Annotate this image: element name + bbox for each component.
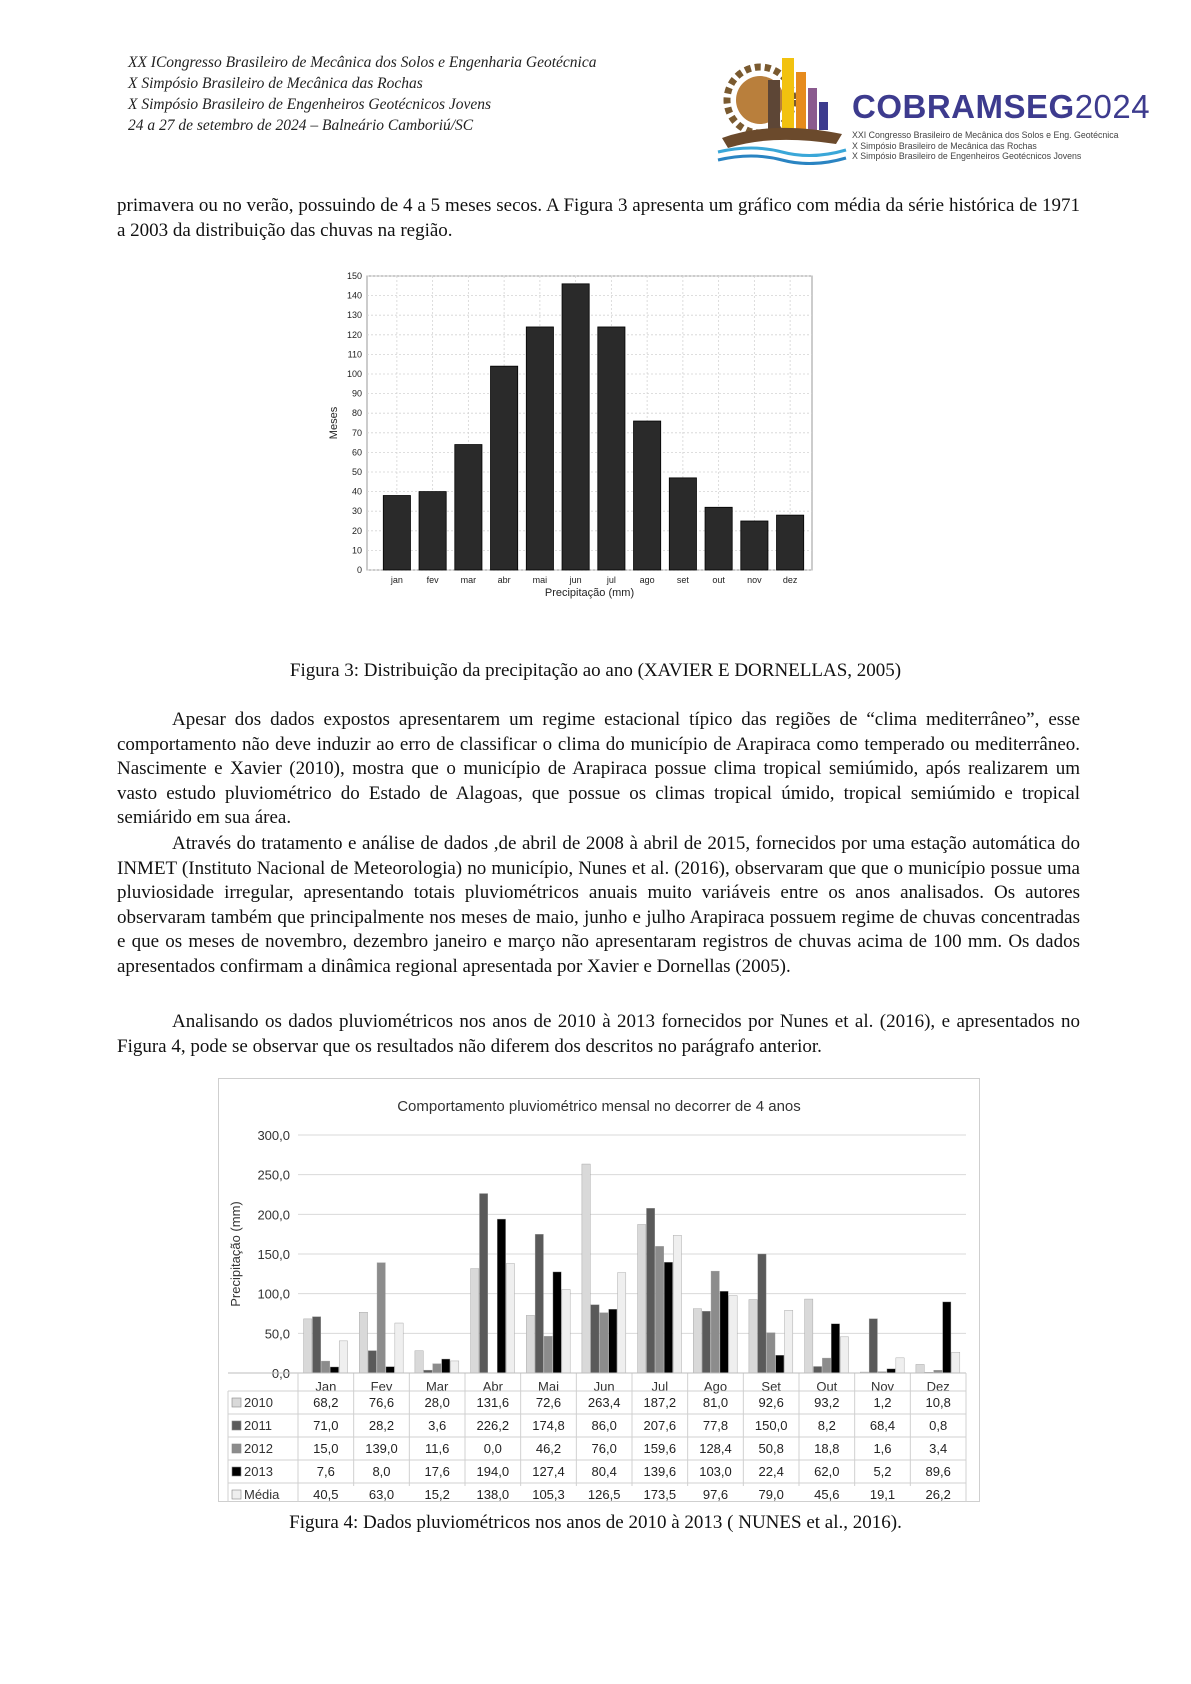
- table-cell: 81,0: [702, 1395, 729, 1410]
- chart-title: Comportamento pluviométrico mensal no decorrer de 4 anos: [397, 1098, 801, 1115]
- y-axis-label: Precipitação (mm): [228, 1201, 243, 1307]
- table-cell: 1,6: [873, 1441, 892, 1456]
- x-tick-label: Jun: [593, 1379, 615, 1394]
- y-tick-label: 150,0: [257, 1247, 290, 1262]
- table-cell: 194,0: [476, 1464, 510, 1479]
- table-cell: 10,8: [925, 1395, 951, 1410]
- bar-Out-2012: [822, 1358, 830, 1373]
- x-tick-label: jul: [606, 575, 616, 585]
- table-cell: 1,2: [873, 1395, 892, 1410]
- x-tick-label: abr: [497, 575, 511, 585]
- x-tick-label: Abr: [482, 1379, 503, 1394]
- bar-Mar-2012: [433, 1364, 441, 1373]
- y-tick-label: 250,0: [257, 1167, 290, 1183]
- table-cell: 40,5: [313, 1487, 339, 1502]
- bar-Ago-2012: [711, 1271, 719, 1373]
- bar-Jun-Média: [618, 1273, 626, 1373]
- legend-swatch: [232, 1398, 241, 1407]
- bar-Abr-2013: [497, 1219, 505, 1373]
- bar-Jul-Média: [673, 1235, 681, 1373]
- table-cell: 7,6: [316, 1464, 335, 1479]
- bar-Ago-2013: [720, 1291, 728, 1373]
- figure-4-bar-chart: [218, 1078, 980, 1502]
- bar-Abr-Média: [506, 1264, 514, 1373]
- table-cell: 128,4: [699, 1441, 732, 1456]
- y-tick-label: 50: [351, 467, 362, 477]
- figure-3-caption: Figura 3: Distribuição da precipitação ao ano (XAVIER E DORNELLAS, 2005): [289, 660, 902, 681]
- x-tick-label: dez: [782, 575, 798, 585]
- bar-jun: [562, 284, 589, 570]
- table-cell: 28,0: [424, 1395, 450, 1410]
- table-cell: 28,2: [368, 1418, 395, 1433]
- bar-Mai-2010: [526, 1315, 534, 1373]
- x-tick-label: Jul: [651, 1379, 669, 1394]
- paragraph: Apesar dos dados expostos apresentarem um regime estacional típico das regiões de “clima mediterrâneo”, esse comportamento não deve induzir ao erro de classificar o clima do município de Arapiraca como temperado ou mediterrâneo. Nascimente e Xavier (2010), mostra que o município de Arapiraca possue clima tropical semiúmido, após realizarem um vasto estudo pluviométrico do Estado de Alagoas, que possue os climas tropical úmido, tropical semiúmido e tropical semiárido em sua área.: [117, 709, 1080, 829]
- bar-Mar-Média: [451, 1361, 459, 1373]
- table-cell: 79,0: [758, 1487, 784, 1502]
- x-tick-label: Ago: [703, 1379, 728, 1394]
- bar-nov: [741, 521, 768, 570]
- table-cell: 62,0: [814, 1464, 840, 1479]
- y-tick-label: 150: [346, 271, 362, 281]
- x-tick-label: Nov: [870, 1379, 895, 1394]
- table-cell: 0,8: [929, 1418, 948, 1433]
- x-tick-label: Set: [761, 1379, 781, 1394]
- chart-frame: [219, 1079, 980, 1502]
- bar-Mai-2012: [544, 1336, 552, 1373]
- bar-Mar-2010: [415, 1351, 423, 1373]
- table-cell: 71,0: [313, 1418, 339, 1433]
- bar-Fev-2013: [386, 1367, 394, 1373]
- y-tick-label: 140: [346, 290, 362, 301]
- bar-Mai-2011: [535, 1234, 543, 1373]
- table-cell: 8,0: [372, 1464, 391, 1479]
- table-cell: 93,2: [814, 1395, 840, 1410]
- x-tick-label: Jan: [315, 1379, 337, 1394]
- y-tick-label: 50,0: [264, 1326, 290, 1342]
- x-axis-label: Precipitação (mm): [544, 587, 635, 599]
- table-cell: 5,2: [873, 1464, 892, 1479]
- bar-Jan-2011: [312, 1317, 320, 1373]
- y-tick-label: 0,0: [271, 1366, 290, 1381]
- bar-mar: [455, 445, 482, 570]
- y-tick-label: 100: [346, 369, 362, 379]
- bar-Set-2010: [749, 1300, 757, 1373]
- table-cell: 76,0: [591, 1441, 617, 1456]
- bar-Dez-2010: [916, 1364, 924, 1373]
- bar-Jul-2010: [638, 1224, 646, 1373]
- x-tick-label: Fev: [370, 1379, 393, 1394]
- table-cell: 150,0: [754, 1418, 788, 1433]
- table-cell: 173,5: [643, 1487, 677, 1502]
- table-cell: 263,4: [587, 1395, 621, 1410]
- bar-Nov-2013: [887, 1369, 895, 1373]
- x-tick-label: jun: [569, 575, 582, 585]
- table-cell: 0,0: [483, 1441, 502, 1456]
- x-tick-label: mar: [460, 575, 477, 585]
- y-tick-label: 130: [346, 310, 362, 321]
- bar-Fev-2011: [368, 1351, 376, 1373]
- bar-Dez-2013: [943, 1302, 951, 1373]
- bar-Out-2011: [813, 1366, 821, 1373]
- bar-Mai-2013: [553, 1272, 561, 1373]
- bar-abr: [491, 366, 518, 570]
- table-cell: 80,4: [591, 1464, 617, 1479]
- bar-Jul-2011: [646, 1208, 654, 1373]
- legend-label: 2012: [244, 1441, 273, 1456]
- y-tick-label: 80: [351, 408, 362, 419]
- table-cell: 45,6: [814, 1487, 840, 1502]
- cobramseg-logo: [712, 50, 1151, 165]
- x-tick-label: set: [676, 575, 689, 585]
- bar-Mar-2013: [442, 1359, 450, 1373]
- bar-Out-Média: [840, 1337, 848, 1373]
- y-tick-label: 10: [351, 545, 362, 556]
- header-line: X Simpósio Brasileiro de Engenheiros Geotécnicos Jovens: [128, 96, 492, 113]
- table-cell: 19,1: [869, 1487, 896, 1502]
- bar-Jun-2010: [582, 1164, 590, 1373]
- logo-emblem-icon: [712, 50, 852, 165]
- logo-subtitle: XXI Congresso Brasileiro de Mecânica dos Solos e Eng. Geotécnica X Simpósio Brasileiro de Mecânica das Rochas X Simpósio Brasileiro de Engenheiros Geotécnicos Jovens: [852, 130, 1119, 161]
- header-line: 24 a 27 de setembro de 2024 – Balneário Camboriú/SC: [128, 117, 474, 134]
- legend-label: Média: [244, 1487, 280, 1502]
- bar-jul: [598, 327, 625, 570]
- bar-Fev-Média: [395, 1323, 403, 1373]
- bar-Jul-2012: [655, 1246, 663, 1373]
- table-cell: 103,0: [699, 1464, 732, 1479]
- table-cell: 76,6: [368, 1395, 395, 1410]
- table-cell: 68,4: [869, 1418, 896, 1433]
- x-tick-label: out: [712, 575, 725, 585]
- bar-Abr-2011: [479, 1194, 487, 1373]
- header-line: X Simpósio Brasileiro de Mecânica das Rochas: [128, 75, 423, 92]
- y-tick-label: 20: [351, 525, 362, 536]
- table-cell: 8,2: [817, 1418, 836, 1433]
- bar-Nov-Média: [896, 1358, 904, 1373]
- conference-header: [128, 52, 688, 136]
- bar-Jul-2013: [664, 1262, 672, 1373]
- y-tick-label: 300,0: [257, 1128, 290, 1143]
- legend-swatch: [232, 1421, 241, 1430]
- table-cell: 72,6: [535, 1395, 562, 1410]
- table-cell: 22,4: [758, 1464, 784, 1479]
- bar-Set-2011: [758, 1254, 766, 1373]
- paragraph: primavera ou no verão, possuindo de 4 a 5 meses secos. A Figura 3 apresenta um gráfico com média da série histórica de 1971 a 2003 da distribuição das chuvas na região.: [117, 195, 1080, 241]
- y-tick-label: 200,0: [257, 1207, 290, 1223]
- bar-Jun-2012: [600, 1313, 608, 1373]
- bar-Fev-2010: [359, 1312, 367, 1373]
- table-cell: 126,5: [587, 1487, 621, 1502]
- table-cell: 17,6: [424, 1464, 450, 1479]
- bar-mai: [526, 327, 553, 570]
- table-cell: 105,3: [532, 1487, 565, 1502]
- table-cell: 207,6: [643, 1418, 677, 1433]
- y-tick-label: 30: [351, 506, 362, 517]
- bar-Set-2012: [767, 1333, 775, 1373]
- table-cell: 50,8: [758, 1441, 784, 1456]
- y-tick-label: 110: [347, 349, 362, 360]
- legend-swatch: [232, 1467, 241, 1476]
- header-line: XX ICongresso Brasileiro de Mecânica dos Solos e Engenharia Geotécnica: [128, 54, 597, 71]
- x-tick-label: jan: [390, 575, 403, 585]
- table-cell: 15,2: [424, 1487, 450, 1502]
- x-tick-label: nov: [747, 575, 762, 585]
- table-cell: 174,8: [532, 1418, 565, 1433]
- bar-Ago-Média: [729, 1296, 737, 1373]
- y-tick-label: 0: [356, 565, 362, 575]
- bar-Nov-2011: [869, 1319, 877, 1373]
- table-cell: 139,0: [365, 1441, 398, 1456]
- y-tick-label: 60: [351, 447, 362, 458]
- paragraph: Através do tratamento e análise de dados ,de abril de 2008 à abril de 2015, fornecidos por uma estação automática do INMET (Instituto Nacional de Meteorologia) no município, Nunes et al. (2016), observaram que que o município possue uma pluviosidade irregular, apresentando totais pluviométricos anuais muito variáveis entre os anos analisados. Os autores observaram também que principalmente nos meses de maio, junho e julho Arapiraca possuem regime de chuvas concentradas e que os meses de novembro, dezembro janeiro e março não apresentaram registros de chuvas acima de 100 mm. Os dados apresentados confirmam a dinâmica regional apresentada por Xavier e Dornellas (2005).: [117, 833, 1080, 977]
- table-cell: 92,6: [758, 1395, 784, 1410]
- figure-4-caption: Figura 4: Dados pluviométricos nos anos de 2010 à 2013 ( NUNES et al., 2016).: [289, 1512, 902, 1533]
- bar-Fev-2012: [377, 1263, 385, 1373]
- x-tick-label: ago: [639, 575, 655, 585]
- bar-Set-Média: [785, 1310, 793, 1373]
- bar-Jan-2010: [304, 1319, 312, 1373]
- bar-Jan-Média: [339, 1341, 347, 1373]
- table-cell: 86,0: [591, 1418, 617, 1433]
- bar-out: [705, 507, 732, 570]
- table-cell: 138,0: [476, 1487, 510, 1502]
- y-axis-label: Meses: [328, 406, 340, 440]
- table-cell: 46,2: [535, 1441, 562, 1456]
- bar-Jun-2013: [609, 1309, 617, 1373]
- logo-title: COBRAMSEG2024: [852, 88, 1151, 125]
- bar-Jan-2013: [330, 1367, 338, 1373]
- bar-ago: [634, 421, 661, 570]
- bar-Out-2010: [805, 1299, 813, 1373]
- bar-Ago-2011: [702, 1311, 710, 1373]
- table-cell: 15,0: [313, 1441, 339, 1456]
- table-cell: 11,6: [424, 1441, 450, 1456]
- bar-dez: [777, 515, 804, 570]
- table-cell: 131,6: [476, 1395, 510, 1410]
- table-cell: 3,4: [929, 1441, 948, 1456]
- figure-3-bar-chart: [318, 268, 892, 648]
- bar-Jan-2012: [321, 1361, 329, 1373]
- table-cell: 18,8: [814, 1441, 840, 1456]
- bar-Mai-Média: [562, 1289, 570, 1373]
- x-tick-label: Mai: [538, 1379, 559, 1394]
- x-tick-label: Dez: [926, 1379, 950, 1394]
- table-cell: 139,6: [643, 1464, 677, 1479]
- table-cell: 127,4: [532, 1464, 565, 1479]
- bar-Set-2013: [776, 1355, 784, 1373]
- table-cell: 77,8: [702, 1418, 729, 1433]
- y-tick-label: 100,0: [257, 1286, 290, 1302]
- bar-Dez-Média: [952, 1352, 960, 1373]
- paragraph: Analisando os dados pluviométricos nos anos de 2010 à 2013 fornecidos por Nunes et al. (2016), e apresentados no Figura 4, pode se observar que os resultados não diferem dos descritos no parágrafo anterior.: [117, 1011, 1080, 1057]
- y-tick-label: 70: [351, 427, 362, 438]
- y-tick-label: 40: [351, 486, 362, 497]
- table-cell: 187,2: [643, 1395, 677, 1410]
- table-cell: 26,2: [925, 1487, 951, 1502]
- bar-Abr-2010: [471, 1269, 479, 1373]
- legend-swatch: [232, 1490, 241, 1499]
- y-tick-label: 120: [346, 329, 362, 340]
- x-tick-label: mai: [532, 575, 548, 585]
- table-cell: 63,0: [368, 1487, 395, 1502]
- x-tick-label: fev: [426, 575, 439, 585]
- x-tick-label: Mar: [425, 1379, 449, 1394]
- table-cell: 89,6: [925, 1464, 951, 1479]
- bar-fev: [419, 492, 446, 570]
- bar-set: [669, 478, 696, 570]
- legend-label: 2013: [244, 1464, 273, 1479]
- legend-label: 2010: [244, 1395, 273, 1410]
- table-cell: 68,2: [313, 1395, 339, 1410]
- table-cell: 3,6: [428, 1418, 447, 1433]
- table-cell: 97,6: [702, 1487, 729, 1502]
- legend-swatch: [232, 1444, 241, 1453]
- table-cell: 226,2: [476, 1418, 510, 1433]
- bar-Out-2013: [831, 1324, 839, 1373]
- legend-label: 2011: [244, 1418, 272, 1433]
- x-tick-label: Out: [816, 1379, 838, 1394]
- y-tick-label: 90: [351, 388, 362, 399]
- bar-Ago-2010: [693, 1309, 701, 1373]
- table-cell: 159,6: [643, 1441, 677, 1456]
- bar-Jun-2011: [591, 1305, 599, 1373]
- bar-jan: [383, 496, 410, 570]
